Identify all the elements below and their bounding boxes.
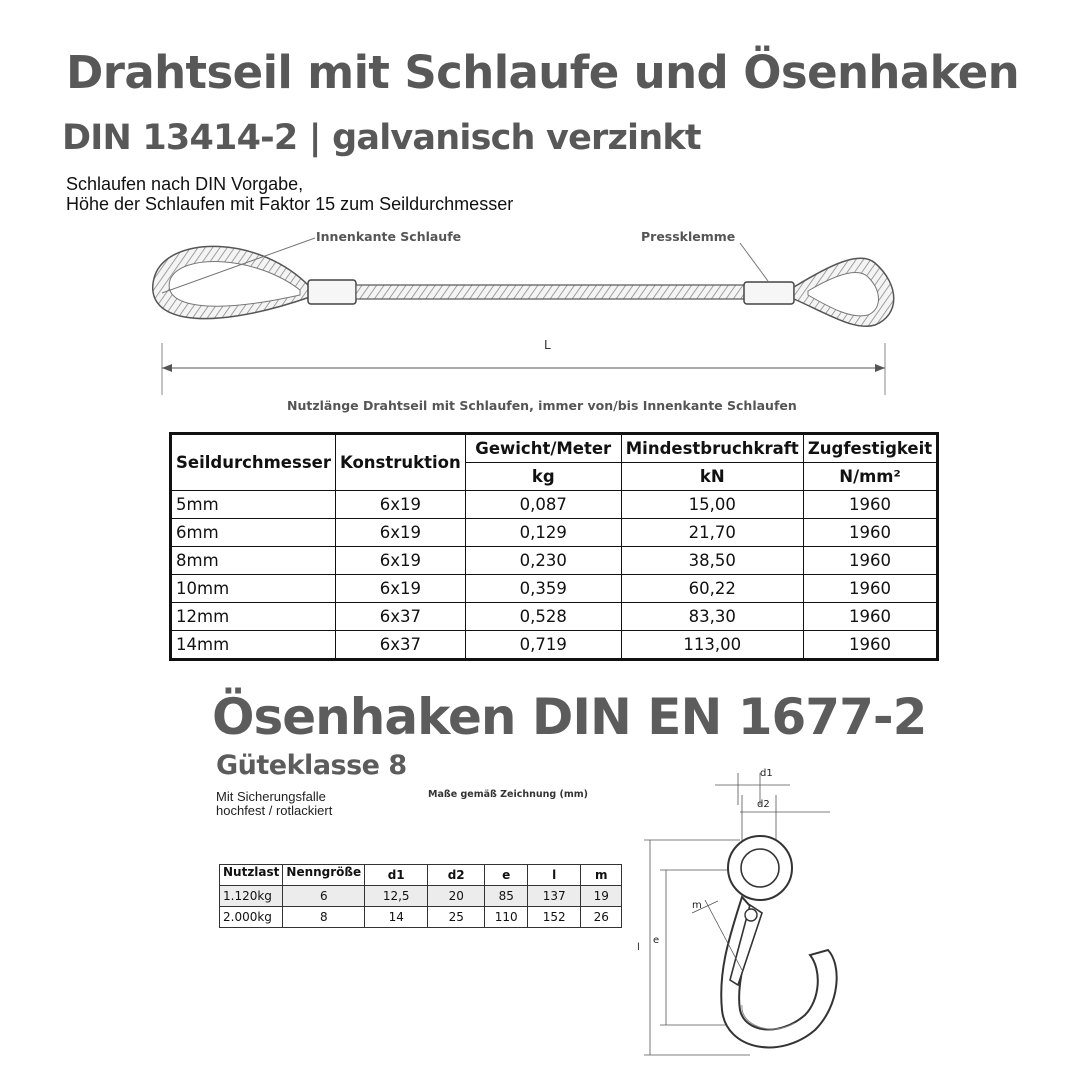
cell-tensile: 1960 — [803, 575, 937, 603]
hook-cell: 20 — [428, 886, 485, 907]
header-break-force: Mindestbruchkraft — [621, 434, 803, 463]
table-row — [171, 547, 938, 575]
header-construction: Konstruktion — [335, 434, 465, 491]
hook-header-size: Nenngröße — [283, 865, 365, 886]
clamp-label: Pressklemme — [641, 229, 736, 244]
cell-break-force: 60,22 — [621, 575, 803, 603]
length-label: L — [544, 338, 551, 352]
unit-tensile: N/mm² — [803, 463, 937, 491]
rope-caption: Nutzlänge Drahtseil mit Schlaufen, immer von/bis Innenkante Schlaufen — [287, 398, 797, 413]
cell-construction: 6x37 — [335, 631, 465, 660]
dimension-note: Maße gemäß Zeichnung (mm) — [428, 789, 589, 800]
hook-header-d2: d2 — [428, 865, 485, 886]
cell-construction: 6x19 — [335, 575, 465, 603]
left-press-clamp — [308, 280, 356, 304]
header-weight: Gewicht/Meter — [465, 434, 621, 463]
header-note-line-1: Schlaufen nach DIN Vorgabe, — [66, 174, 304, 194]
hook-cell: 137 — [528, 886, 581, 907]
cell-diameter: 6mm — [171, 519, 336, 547]
hook-header-e: e — [485, 865, 528, 886]
hook-cell: 110 — [485, 907, 528, 928]
cell-weight: 0,719 — [465, 631, 621, 660]
cell-tensile: 1960 — [803, 631, 937, 660]
cell-diameter: 14mm — [171, 631, 336, 660]
hook-note-line-2: hochfest / rotlackiert — [216, 803, 333, 818]
hook-cell: 25 — [428, 907, 485, 928]
dim-label-d1: d1 — [760, 768, 773, 779]
cell-construction: 6x19 — [335, 519, 465, 547]
hook-table-row — [220, 907, 622, 928]
table-row — [171, 603, 938, 631]
hook-subtitle: Güteklasse 8 — [216, 750, 407, 781]
cell-break-force: 38,50 — [621, 547, 803, 575]
eye-hook-drawing — [630, 765, 860, 1065]
hook-table-header-row — [220, 865, 622, 886]
unit-break-force: kN — [621, 463, 803, 491]
header-note — [66, 174, 513, 214]
cell-construction: 6x37 — [335, 603, 465, 631]
cell-diameter: 5mm — [171, 491, 336, 519]
cell-break-force: 113,00 — [621, 631, 803, 660]
rope-spec-table — [169, 432, 939, 661]
header-note-line-2: Höhe der Schlaufen mit Faktor 15 zum Seildurchmesser — [66, 194, 514, 214]
hook-cell: 152 — [528, 907, 581, 928]
right-press-clamp — [744, 282, 794, 304]
cell-diameter: 8mm — [171, 547, 336, 575]
header-tensile: Zugfestigkeit — [803, 434, 937, 463]
hook-title: Ösenhaken DIN EN 1677-2 — [212, 688, 927, 746]
hook-cell: 8 — [283, 907, 365, 928]
cell-break-force: 21,70 — [621, 519, 803, 547]
hook-cell: 6 — [283, 886, 365, 907]
cell-weight: 0,230 — [465, 547, 621, 575]
cell-weight: 0,129 — [465, 519, 621, 547]
dim-label-l: l — [637, 942, 640, 953]
hook-cell: 2.000kg — [220, 907, 283, 928]
hook-spec-table — [219, 864, 622, 928]
cell-tensile: 1960 — [803, 547, 937, 575]
hook-cell: 19 — [581, 886, 622, 907]
cell-diameter: 12mm — [171, 603, 336, 631]
cell-break-force: 15,00 — [621, 491, 803, 519]
cell-tensile: 1960 — [803, 491, 937, 519]
hook-cell: 26 — [581, 907, 622, 928]
hook-note-line-1: Mit Sicherungsfalle — [216, 789, 326, 804]
cell-tensile: 1960 — [803, 603, 937, 631]
hook-header-load: Nutzlast — [220, 865, 283, 886]
hook-header-m: m — [581, 865, 622, 886]
table-row — [171, 519, 938, 547]
unit-weight: kg — [465, 463, 621, 491]
cell-weight: 0,087 — [465, 491, 621, 519]
hook-cell: 1.120kg — [220, 886, 283, 907]
table-header-row — [171, 434, 938, 463]
hook-cell: 12,5 — [365, 886, 428, 907]
hook-cell: 85 — [485, 886, 528, 907]
dim-label-m: m — [692, 900, 702, 911]
cell-weight: 0,359 — [465, 575, 621, 603]
cell-diameter: 10mm — [171, 575, 336, 603]
rope-body — [356, 285, 746, 299]
page-subtitle: DIN 13414-2 | galvanisch verzinkt — [62, 118, 701, 158]
hook-header-d1: d1 — [365, 865, 428, 886]
table-row — [171, 491, 938, 519]
right-loop-thimble — [794, 258, 894, 326]
cell-tensile: 1960 — [803, 519, 937, 547]
cell-break-force: 83,30 — [621, 603, 803, 631]
clamp-leader — [740, 243, 768, 281]
page-title: Drahtseil mit Schlaufe und Ösenhaken — [66, 46, 1020, 99]
dim-label-e: e — [653, 935, 660, 946]
hook-table-row — [220, 886, 622, 907]
inner-edge-label: Innenkante Schlaufe — [316, 229, 462, 244]
cell-construction: 6x19 — [335, 547, 465, 575]
cell-weight: 0,528 — [465, 603, 621, 631]
hook-cell: 14 — [365, 907, 428, 928]
table-row — [171, 575, 938, 603]
dim-label-d2: d2 — [757, 799, 770, 810]
cell-construction: 6x19 — [335, 491, 465, 519]
wire-rope-drawing — [140, 225, 930, 395]
table-row — [171, 631, 938, 660]
hook-header-l: l — [528, 865, 581, 886]
left-loop — [153, 246, 310, 318]
hook-note — [216, 790, 332, 818]
header-diameter: Seildurchmesser — [171, 434, 336, 491]
